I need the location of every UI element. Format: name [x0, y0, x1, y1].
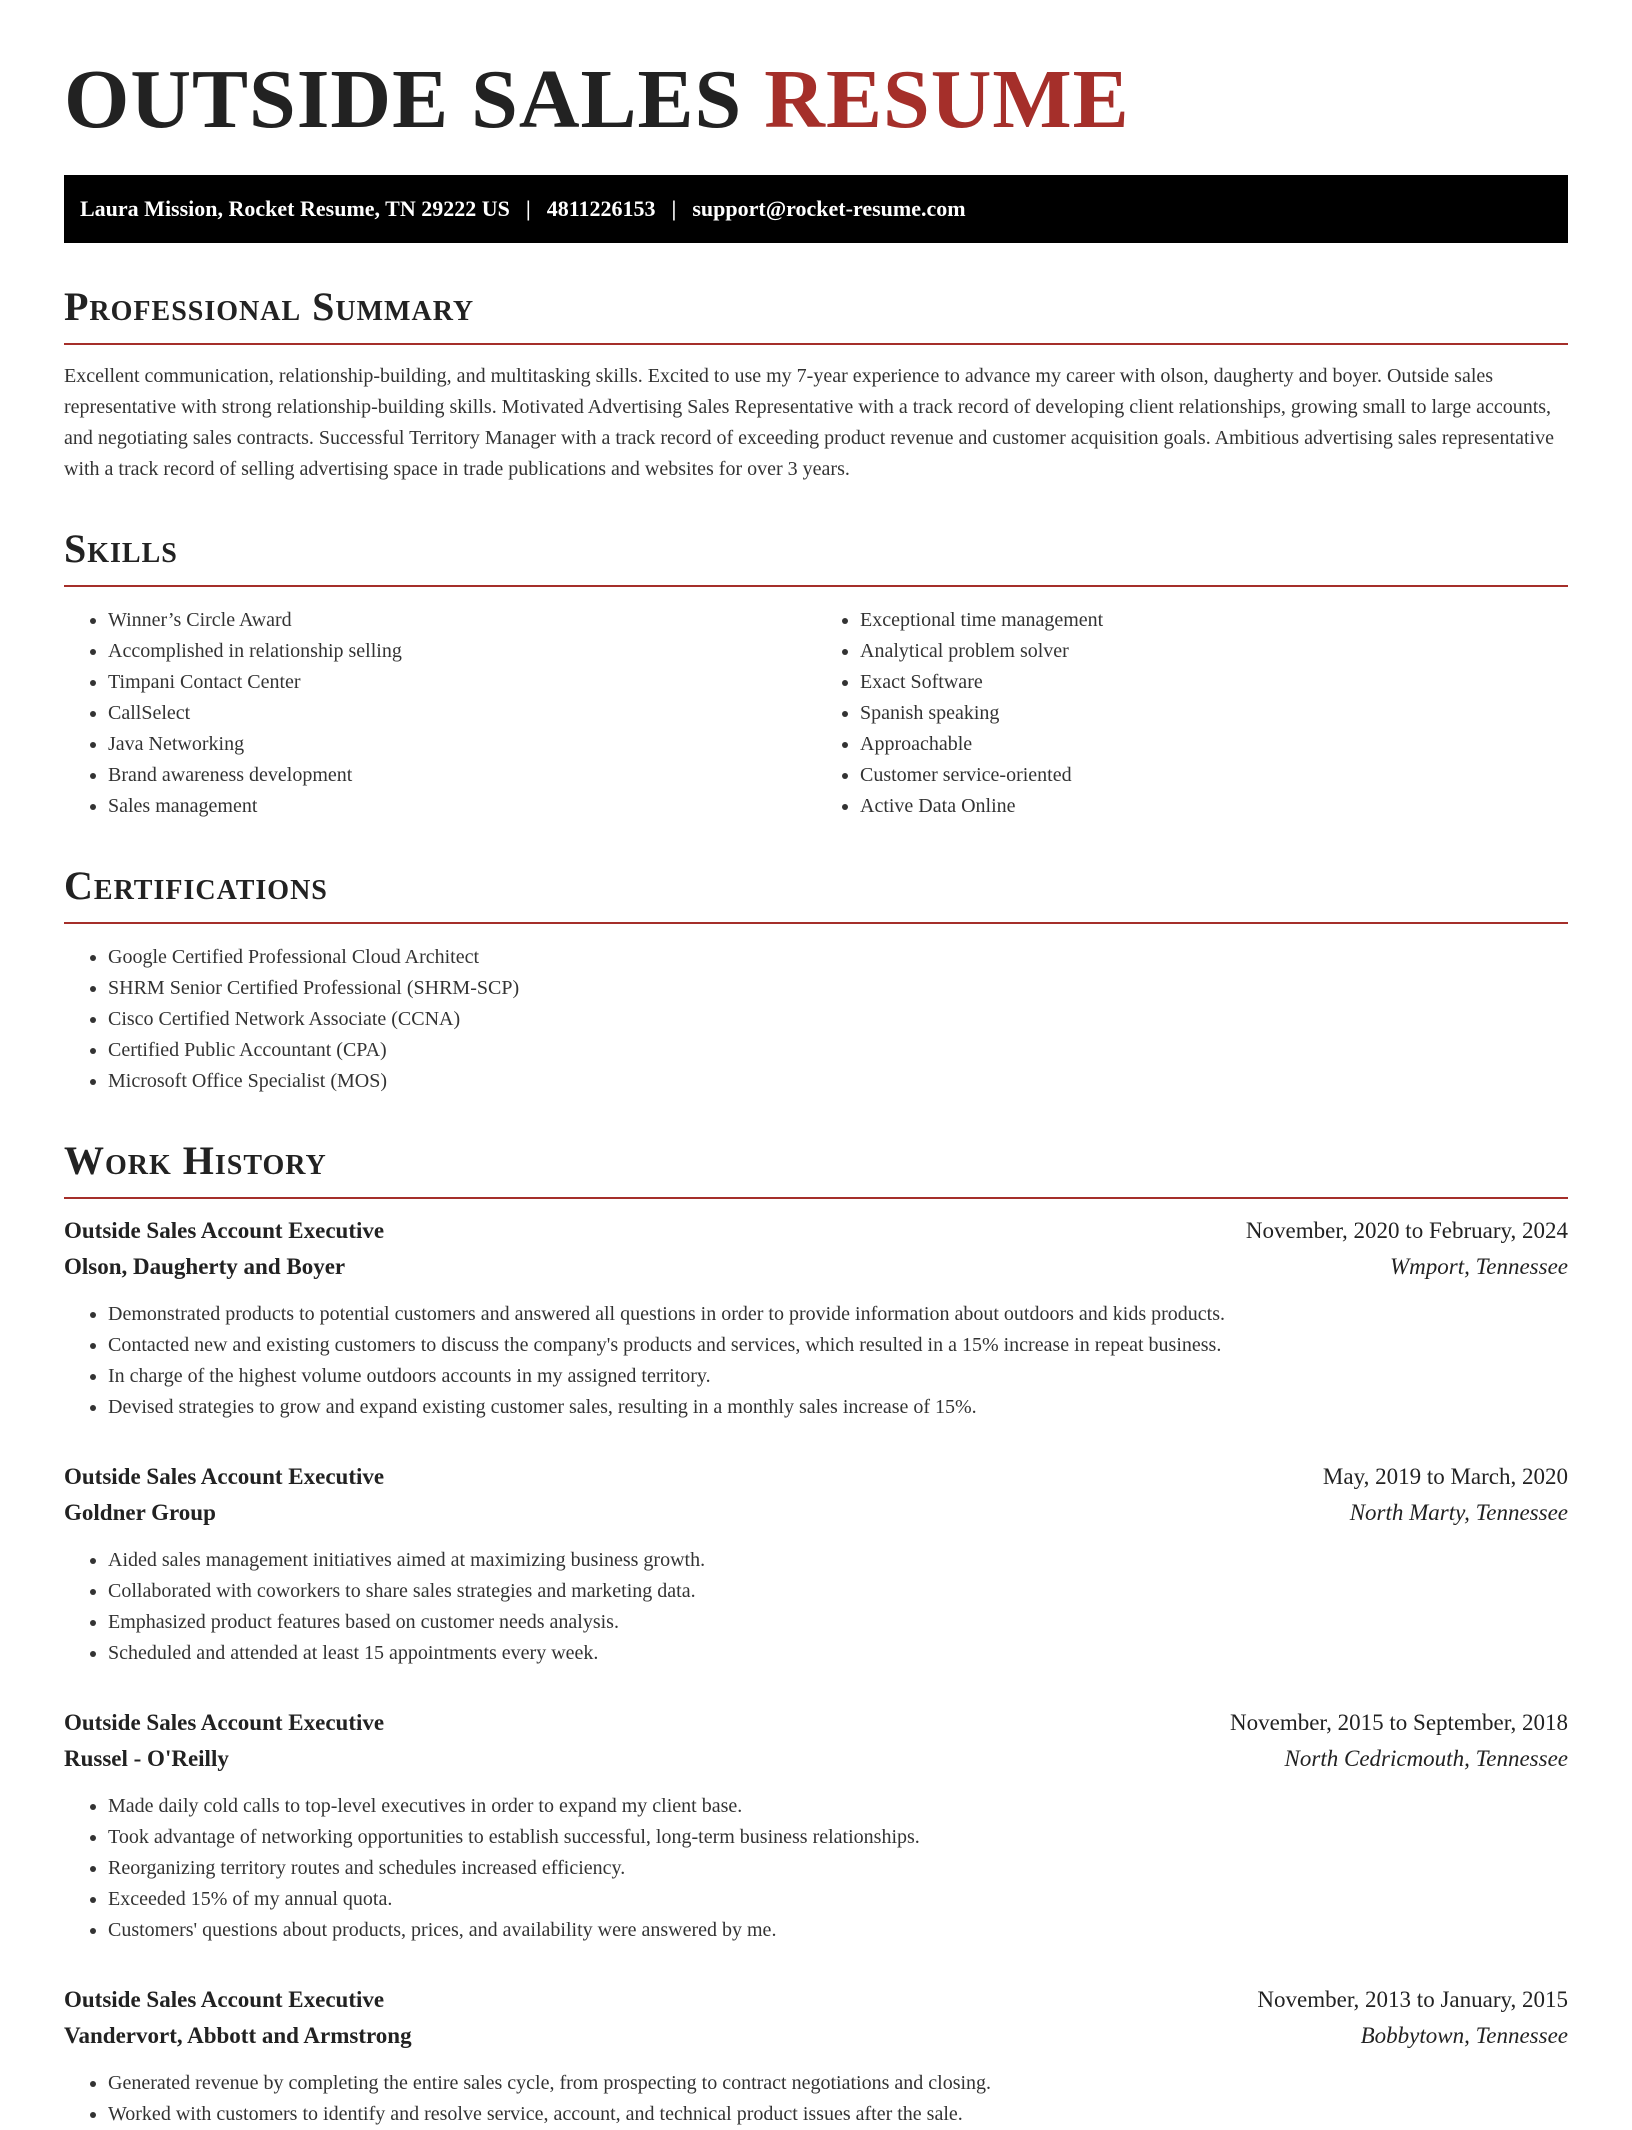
work-history-heading: Work History — [64, 1139, 1568, 1199]
skills-grid — [64, 587, 1568, 822]
skill-item: • Spanish speaking — [860, 698, 1568, 729]
job-title: Outside Sales Account Executive — [64, 1986, 385, 2012]
job-dates: May, 2019 to March, 2020 — [1322, 1463, 1568, 1489]
job-company-row — [64, 1249, 1568, 1285]
skill-item: • Brand awareness development — [108, 760, 816, 791]
resume-title — [64, 50, 1568, 151]
certification-item: • SHRM Senior Certified Professional (SHRM-SCP) — [108, 973, 1568, 1004]
skills-list-left — [64, 605, 816, 822]
contact-bar — [64, 175, 1568, 243]
certification-item: • Cisco Certified Network Associate (CCNA) — [108, 1004, 1568, 1035]
job-company: Goldner Group — [64, 1499, 216, 1525]
skill-item: • Exact Software — [860, 667, 1568, 698]
skill-item: • Winner’s Circle Award — [108, 605, 816, 636]
contact-email: support@rocket-resume.com — [692, 195, 966, 221]
job-bullet: • Emphasized product features based on customer needs analysis. — [108, 1607, 1568, 1638]
job-company: Russel - O'Reilly — [64, 1745, 229, 1771]
contact-phone: 4811226153 — [546, 195, 656, 221]
skill-item: • Exceptional time management — [860, 605, 1568, 636]
job-title: Outside Sales Account Executive — [64, 1217, 385, 1243]
contact-separator: | — [671, 195, 677, 221]
job-header-row — [64, 1459, 1568, 1495]
job-entry — [64, 1705, 1568, 1946]
job-location: Bobbytown, Tennessee — [1360, 2022, 1568, 2048]
job-company: Vandervort, Abbott and Armstrong — [64, 2022, 412, 2048]
skill-item: • Java Networking — [108, 729, 816, 760]
job-bullets — [64, 1299, 1568, 1423]
job-dates: November, 2015 to September, 2018 — [1230, 1709, 1568, 1735]
job-entry — [64, 1982, 1568, 2130]
job-bullets — [64, 2068, 1568, 2130]
job-bullet: • Generated revenue by completing the entire sales cycle, from prospecting to contract negotiations and closing. — [108, 2068, 1568, 2099]
summary-text: Excellent communication, relationship-building, and multitasking skills. Excited to use my 7-year experience to advance my career with olson, daugherty and boyer. Outside sales representative with strong relationship-building skills. Motivated Advertising Sales Representative with a track record of developing client relationships, growing small to large accounts, and negotiating sales contracts. Successful Territory Manager with a track record of exceeding product revenue and customer acquisition goals. Ambitious advertising sales representative with a track record of selling advertising space in trade publications and websites for over 3 years. — [64, 364, 1554, 480]
skill-item: • Active Data Online — [860, 791, 1568, 822]
contact-address: Laura Mission, Rocket Resume, TN 29222 US — [80, 195, 510, 221]
skills-heading: Skills — [64, 527, 1568, 587]
job-bullet: • In charge of the highest volume outdoors accounts in my assigned territory. — [108, 1361, 1568, 1392]
job-bullet: • Contacted new and existing customers to discuss the company's products and services, which resulted in a 15% increase in repeat business. — [108, 1330, 1568, 1361]
skills-list-right — [816, 605, 1568, 822]
job-bullets — [64, 1545, 1568, 1669]
job-bullet: • Scheduled and attended at least 15 appointments every week. — [108, 1638, 1568, 1669]
summary-heading: Professional Summary — [64, 285, 1568, 345]
skill-item: • Approachable — [860, 729, 1568, 760]
job-location: North Cedricmouth, Tennessee — [1284, 1745, 1568, 1771]
job-location: North Marty, Tennessee — [1349, 1499, 1568, 1525]
certifications-list — [64, 942, 1568, 1097]
job-header-row — [64, 1213, 1568, 1249]
job-bullet: • Collaborated with coworkers to share sales strategies and marketing data. — [108, 1576, 1568, 1607]
job-title: Outside Sales Account Executive — [64, 1463, 385, 1489]
job-bullet: • Exceeded 15% of my annual quota. — [108, 1884, 1568, 1915]
job-title: Outside Sales Account Executive — [64, 1709, 385, 1735]
certifications-heading: Certifications — [64, 864, 1568, 924]
skills-column-left — [64, 587, 816, 822]
job-bullet: • Customers' questions about products, prices, and availability were answered by me. — [108, 1915, 1568, 1946]
job-bullets — [64, 1791, 1568, 1946]
skill-item: • Customer service-oriented — [860, 760, 1568, 791]
contact-separator: | — [525, 195, 531, 221]
skill-item: • Timpani Contact Center — [108, 667, 816, 698]
job-header-row — [64, 1982, 1568, 2018]
certification-item: • Google Certified Professional Cloud Architect — [108, 942, 1568, 973]
skill-item: • Analytical problem solver — [860, 636, 1568, 667]
title-main: OUTSIDE SALES — [64, 53, 743, 146]
job-header-row — [64, 1705, 1568, 1741]
skill-item: • Accomplished in relationship selling — [108, 636, 816, 667]
skill-item: • CallSelect — [108, 698, 816, 729]
job-company: Olson, Daugherty and Boyer — [64, 1253, 346, 1279]
title-accent: RESUME — [764, 53, 1130, 146]
job-company-row — [64, 1495, 1568, 1531]
certification-item: • Microsoft Office Specialist (MOS) — [108, 1066, 1568, 1097]
job-bullet: • Took advantage of networking opportunities to establish successful, long-term business relationships. — [108, 1822, 1568, 1853]
job-company-row — [64, 2018, 1568, 2054]
job-company-row — [64, 1741, 1568, 1777]
job-location: Wmport, Tennessee — [1389, 1253, 1568, 1279]
certification-item: • Certified Public Accountant (CPA) — [108, 1035, 1568, 1066]
skill-item: • Sales management — [108, 791, 816, 822]
job-bullet: • Worked with customers to identify and resolve service, account, and technical product issues after the sale. — [108, 2099, 1568, 2130]
job-dates: November, 2020 to February, 2024 — [1245, 1217, 1568, 1243]
job-entry — [64, 1459, 1568, 1669]
job-bullet: • Aided sales management initiatives aimed at maximizing business growth. — [108, 1545, 1568, 1576]
skills-column-right — [816, 587, 1568, 822]
job-entry — [64, 1213, 1568, 1423]
job-bullet: • Devised strategies to grow and expand existing customer sales, resulting in a monthly sales increase of 15%. — [108, 1392, 1568, 1423]
job-dates: November, 2013 to January, 2015 — [1257, 1986, 1568, 2012]
job-bullet: • Demonstrated products to potential customers and answered all questions in order to provide information about outdoors and kids products. — [108, 1299, 1568, 1330]
job-bullet: • Made daily cold calls to top-level executives in order to expand my client base. — [108, 1791, 1568, 1822]
job-bullet: • Reorganizing territory routes and schedules increased efficiency. — [108, 1853, 1568, 1884]
